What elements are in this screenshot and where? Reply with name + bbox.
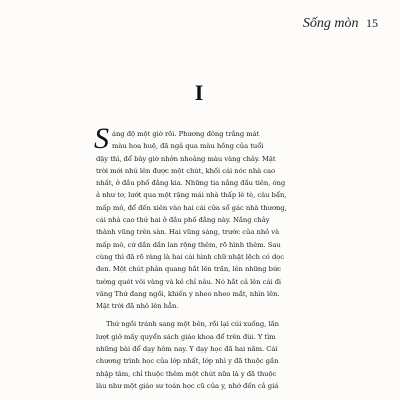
text-line: đen. Một chút phản quang hắt lên trần, lên những bức: [96, 265, 282, 274]
text-line: Sáng độ một giờ rồi. Phương đông trắng mát: [94, 122, 260, 155]
running-header: [303, 16, 378, 32]
text-line: tường quét vôi vàng và kẻ chỉ nâu. Nó hắt cả lên cái đi: [96, 277, 282, 286]
text-line: trời mới nhú lên được một chút, khối cái nóc nhà cao: [96, 166, 276, 175]
text-line: những bài để dạy hôm nay. Y dạy học đã hai năm. Cái: [96, 345, 278, 354]
text-line: cùng thì đã rõ ràng là hai cái hình chữ nhật lệch có dọc: [96, 252, 285, 261]
text-line: làu như một giáo sư toán học cũ của y, nhớ đến cả giá: [96, 381, 279, 390]
drop-cap: S: [94, 122, 109, 155]
body-text: [94, 122, 310, 398]
book-title: Sống mòn: [302, 16, 359, 31]
text-line: nhất, ở đầu phố đằng kia. Những tia nắng đầu tiên, óng: [96, 179, 286, 188]
text-line: màu hoa huệ, đã ngả qua màu hồng của tuổi: [111, 142, 264, 151]
text-line: ả như tơ, lướt qua một rặng mái nhà thấp lè tè, câu bẩn,: [96, 191, 287, 200]
paragraph-2: [96, 318, 310, 392]
text-line: chương trình học của lớp nhất, lớp nhì y đã thuộc gần: [96, 357, 279, 366]
text-line: cái nhà cao thứ hai ở đầu phố đằng này. Nắng chảy: [96, 216, 270, 225]
text-line: nhập tâm, chỉ thuộc thêm một chút nữa là y đã thuộc: [96, 369, 277, 378]
page-number: 15: [366, 16, 378, 30]
chapter-number: I: [194, 80, 204, 105]
paragraph-1: [94, 122, 310, 312]
text-line: Mặt trời đã nhô lên hẳn.: [96, 302, 179, 311]
text-line: mấp mô, cứ dần dần lan rộng thêm, rõ hình thêm. Sau: [96, 240, 281, 249]
text-line: Thứ ngồi tránh sang một bên, rồi lại cúi xuống, lần: [106, 320, 279, 329]
text-line: lượt giở mấy quyển sách giáo khoa để trên đùi. Y tìm: [96, 332, 276, 341]
text-line: văng Thứ đang ngồi, khiến y nheo nheo mắt, nhìn lên.: [96, 289, 280, 298]
text-line: dậy thì, để bây giờ nhởn nhoảng màu vàng chảy. Mặt: [96, 154, 276, 163]
text-line: mấp mô, để đến xiên vào hai cái cửa sổ gác nhà thương,: [96, 203, 287, 212]
text-line: thành vũng trên sàn. Hai vũng sáng, trước của nhỏ và: [96, 228, 280, 237]
